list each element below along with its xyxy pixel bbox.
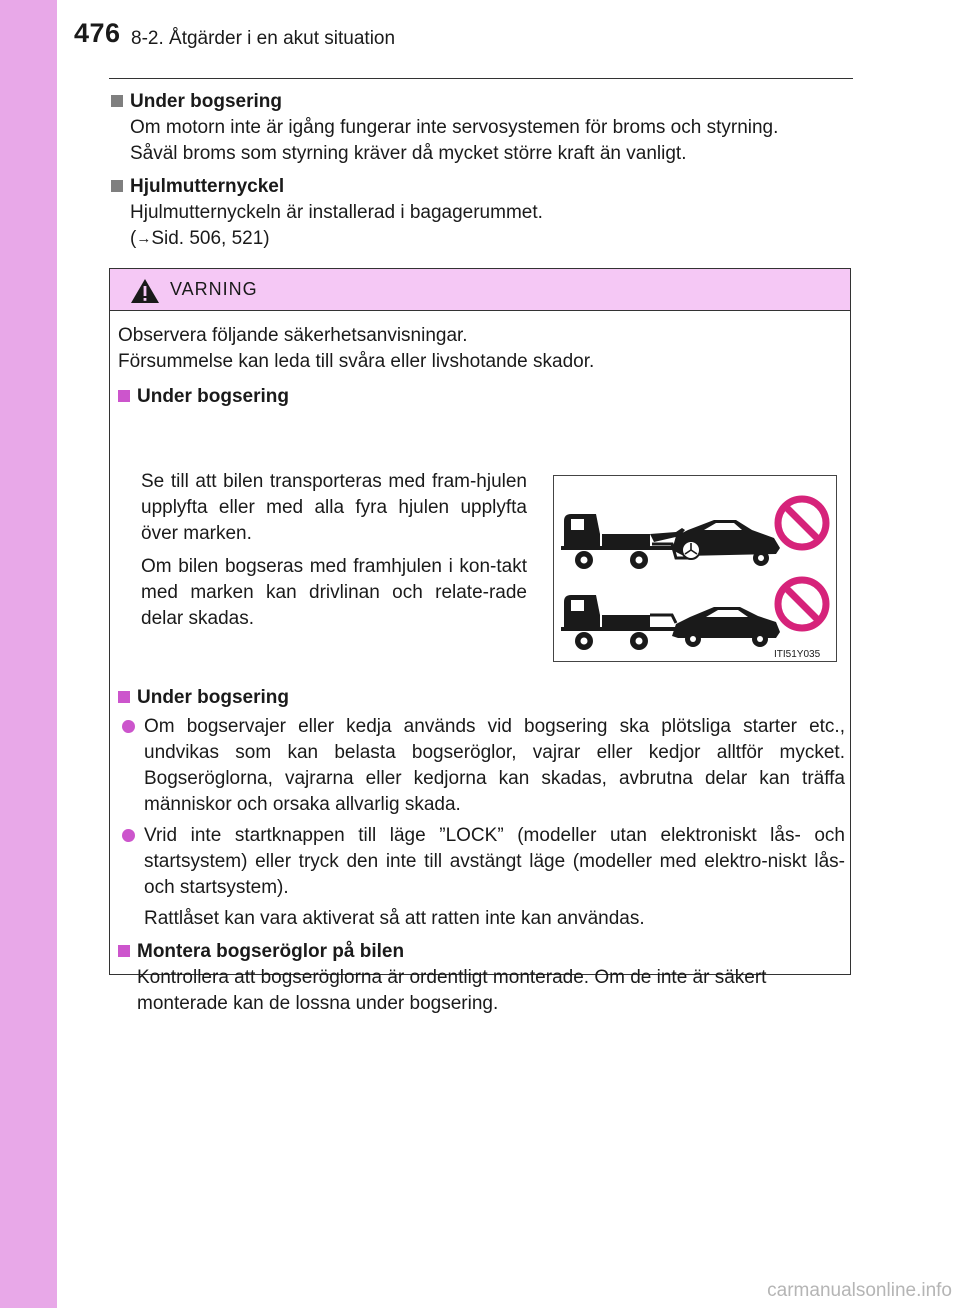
page-reference-text: Sid. 506, 521) (151, 228, 270, 249)
square-bullet-icon (111, 180, 123, 192)
chapter-side-band (0, 0, 57, 1308)
paragraph-line: Såväl broms som styrning kräver då mycket större kraft än vanligt. (130, 143, 687, 164)
square-bullet-icon (118, 945, 130, 957)
header-divider (109, 78, 853, 79)
warning-lower-section (118, 685, 845, 1017)
square-bullet-icon (118, 390, 130, 402)
warning-box (109, 268, 851, 1014)
section-wheel-wrench (111, 174, 856, 252)
arrow-right-icon: → (136, 230, 152, 247)
bullet-item: Om bogservajer eller kedja används vid bogsering ska plötsliga starter etc., undvikas som kan belasta bogseröglor, vajrar eller kedjor alltför mycket. Bogseröglorna, vajrarna eller kedjorna kan skadas, avbrutna delar kan träffa människor och orsaka allvarlig skada. (118, 714, 845, 818)
paragraph: Kontrollera att bogseröglorna är ordentligt monterade. Om de inte är säkert monterade kan de lossna under bogsering. (137, 967, 767, 1014)
square-bullet-icon (118, 691, 130, 703)
towing-instructions: Se till att bilen transporteras med fram-hjulen upplyfta eller med alla fyra hjulen upplyfta över marken. Om bilen bogseras med framhjulen i kon-takt med marken kan drivlinan och relate-rade delar skadas. (141, 471, 527, 629)
tow-truck-wheels-lifted (561, 514, 780, 569)
watermark: carmanualsonline.info (767, 1280, 952, 1301)
prohibition-sign-icon (778, 580, 826, 628)
paragraph-line: Hjulmutternyckeln är installerad i bagagerummet. (130, 202, 543, 223)
warning-intro: Observera följande säkerhetsanvisningar. Försummelse kan leda till svåra eller livshotande skador. (118, 325, 595, 372)
round-bullet-icon (122, 720, 135, 733)
round-bullet-icon (122, 829, 135, 842)
figure-code: ITI51Y035 (774, 649, 821, 660)
section-heading: Hjulmutternyckel (130, 176, 285, 197)
section-title: 8-2. Åtgärder i en akut situation (131, 28, 396, 49)
warning-subsection-heading: Montera bogseröglor på bilen (118, 939, 845, 965)
bullet-item: Vrid inte startknappen till läge ”LOCK” (modeller utan elektroniskt lås- och startsystem) eller tryck den inte till avstängt läge (modeller med elektro-niskt lås- och startsystem). (118, 823, 845, 901)
page-reference[interactable]: (→Sid. 506, 521) (130, 228, 270, 249)
section-heading: Under bogsering (130, 91, 283, 112)
paragraph-line: Om motorn inte är igång fungerar inte servosystemen för broms och styrning. (130, 117, 779, 138)
section-towing (111, 89, 856, 167)
warning-subsection-heading: Under bogsering (118, 685, 845, 711)
tow-truck-wheels-on-ground (561, 595, 780, 650)
bullet-note: Rattlåset kan vara aktiverat så att ratten inte kan användas. (144, 908, 645, 929)
warning-header (110, 269, 850, 311)
warning-label: VARNING (170, 279, 258, 299)
square-bullet-icon (111, 95, 123, 107)
towing-illustration (553, 475, 837, 662)
top-content (111, 89, 856, 259)
warning-subsection-heading: Under bogsering (118, 384, 845, 410)
prohibition-sign-icon (778, 499, 826, 547)
warning-triangle-icon (130, 278, 160, 304)
page-number: 476 (74, 18, 121, 48)
tow-truck-illustration (554, 476, 836, 661)
warning-body (118, 323, 845, 1014)
